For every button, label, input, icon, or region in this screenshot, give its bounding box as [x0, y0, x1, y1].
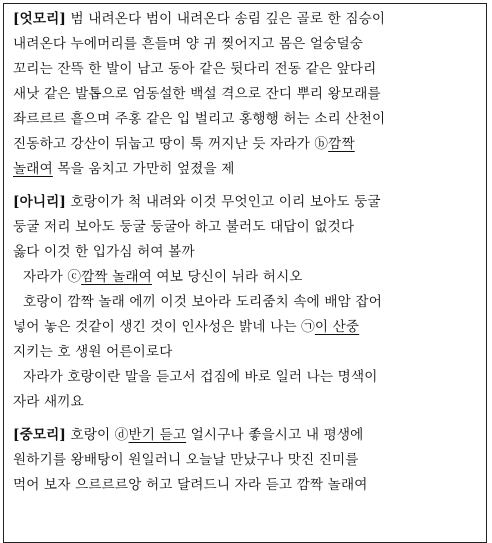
section-gap	[13, 182, 480, 190]
underlined-phrase: 깜짝 놀래여	[81, 269, 152, 285]
line-text: 새낫 같은 발톱으로 엄동설한 백설 격으로 잔디 뿌리 왕모래를	[13, 86, 381, 102]
section-tag: [중모리]	[13, 427, 67, 443]
text-line	[13, 157, 480, 182]
text-line	[13, 265, 480, 290]
text-line	[13, 365, 480, 390]
line-text: 진동하고 강산이 뒤눕고 땅이 툭 꺼지난 듯 자라가 ⓑ	[13, 136, 329, 152]
text-line	[13, 340, 480, 365]
line-text: 자라가 ⓒ	[23, 269, 82, 285]
text-line	[13, 290, 480, 315]
line-text: 지키는 호 생원 어른이로다	[13, 344, 173, 360]
line-text: 좌르르르 흩으며 주홍 같은 입 벌리고 홍행행 허는 소리 산천이	[13, 111, 386, 127]
text-line	[13, 7, 480, 32]
text-line	[13, 240, 480, 265]
text-line	[13, 423, 480, 448]
line-text: 먹어 보자 으르르르앙 허고 달려드니 자라 듣고 깜짝 놀래여	[13, 477, 368, 493]
line-text: 호랑이 ⓓ	[66, 427, 129, 443]
line-text: 내려온다 누에머리를 흔들며 양 귀 찢어지고 몸은 얼숭덜숭	[13, 36, 364, 52]
underlined-phrase: 반기 듣고	[128, 427, 187, 443]
section-tag: [엇모리]	[13, 11, 67, 27]
underlined-phrase: 이 산중	[314, 319, 360, 335]
text-line	[13, 448, 480, 473]
text-line	[13, 57, 480, 82]
section	[13, 423, 480, 498]
text-line	[13, 82, 480, 107]
text-line	[13, 132, 480, 157]
section	[13, 190, 480, 415]
text-line	[13, 190, 480, 215]
text-line	[13, 215, 480, 240]
line-text: 꼬리는 잔뜩 한 발이 남고 동아 같은 뒷다리 전동 같은 앞다리	[13, 61, 377, 77]
line-text: 범 내려온다 범이 내려온다 송림 깊은 골로 한 짐승이	[66, 11, 386, 27]
section	[13, 7, 480, 182]
section-tag: [아니리]	[13, 194, 67, 210]
text-line	[13, 390, 480, 415]
text-line	[13, 107, 480, 132]
section-gap	[13, 415, 480, 423]
text-line	[13, 473, 480, 498]
line-text: 여보 당신이 뉘라 허시오	[151, 269, 303, 285]
line-text: 얼시구나 좋을시고 내 평생에	[186, 427, 364, 443]
line-text: 목을 움치고 가만히 엎졌을 제	[52, 161, 235, 177]
text-line	[13, 32, 480, 57]
text-frame	[3, 3, 487, 543]
underlined-phrase: 놀래여	[13, 161, 53, 177]
text-line	[13, 315, 480, 340]
underlined-phrase: 깜짝	[328, 136, 355, 152]
line-text: 자라 새끼요	[13, 394, 84, 410]
line-text: 호랑이 깜짝 놀래 에끼 이것 보아라 도리줌치 속에 배암 잡어	[23, 294, 382, 310]
line-text: 넣어 놓은 것같이 생긴 것이 인사성은 밝네 나는 ㉠	[13, 319, 315, 335]
line-text: 원하기를 왕배탕이 원일러니 오늘날 만났구나 맛진 진미를	[13, 452, 359, 468]
passage-text	[13, 7, 480, 498]
line-text: 옳다 이것 한 입가심 허여 볼까	[13, 244, 195, 260]
line-text: 호랑이가 척 내려와 이것 무엇인고 이리 보아도 둥굴	[66, 194, 381, 210]
line-text: 자라가 호랑이란 말을 듣고서 겁짐에 바로 일러 나는 명색이	[23, 369, 378, 385]
line-text: 둥굴 저리 보아도 둥굴 둥굴아 하고 불러도 대답이 없것다	[13, 219, 355, 235]
